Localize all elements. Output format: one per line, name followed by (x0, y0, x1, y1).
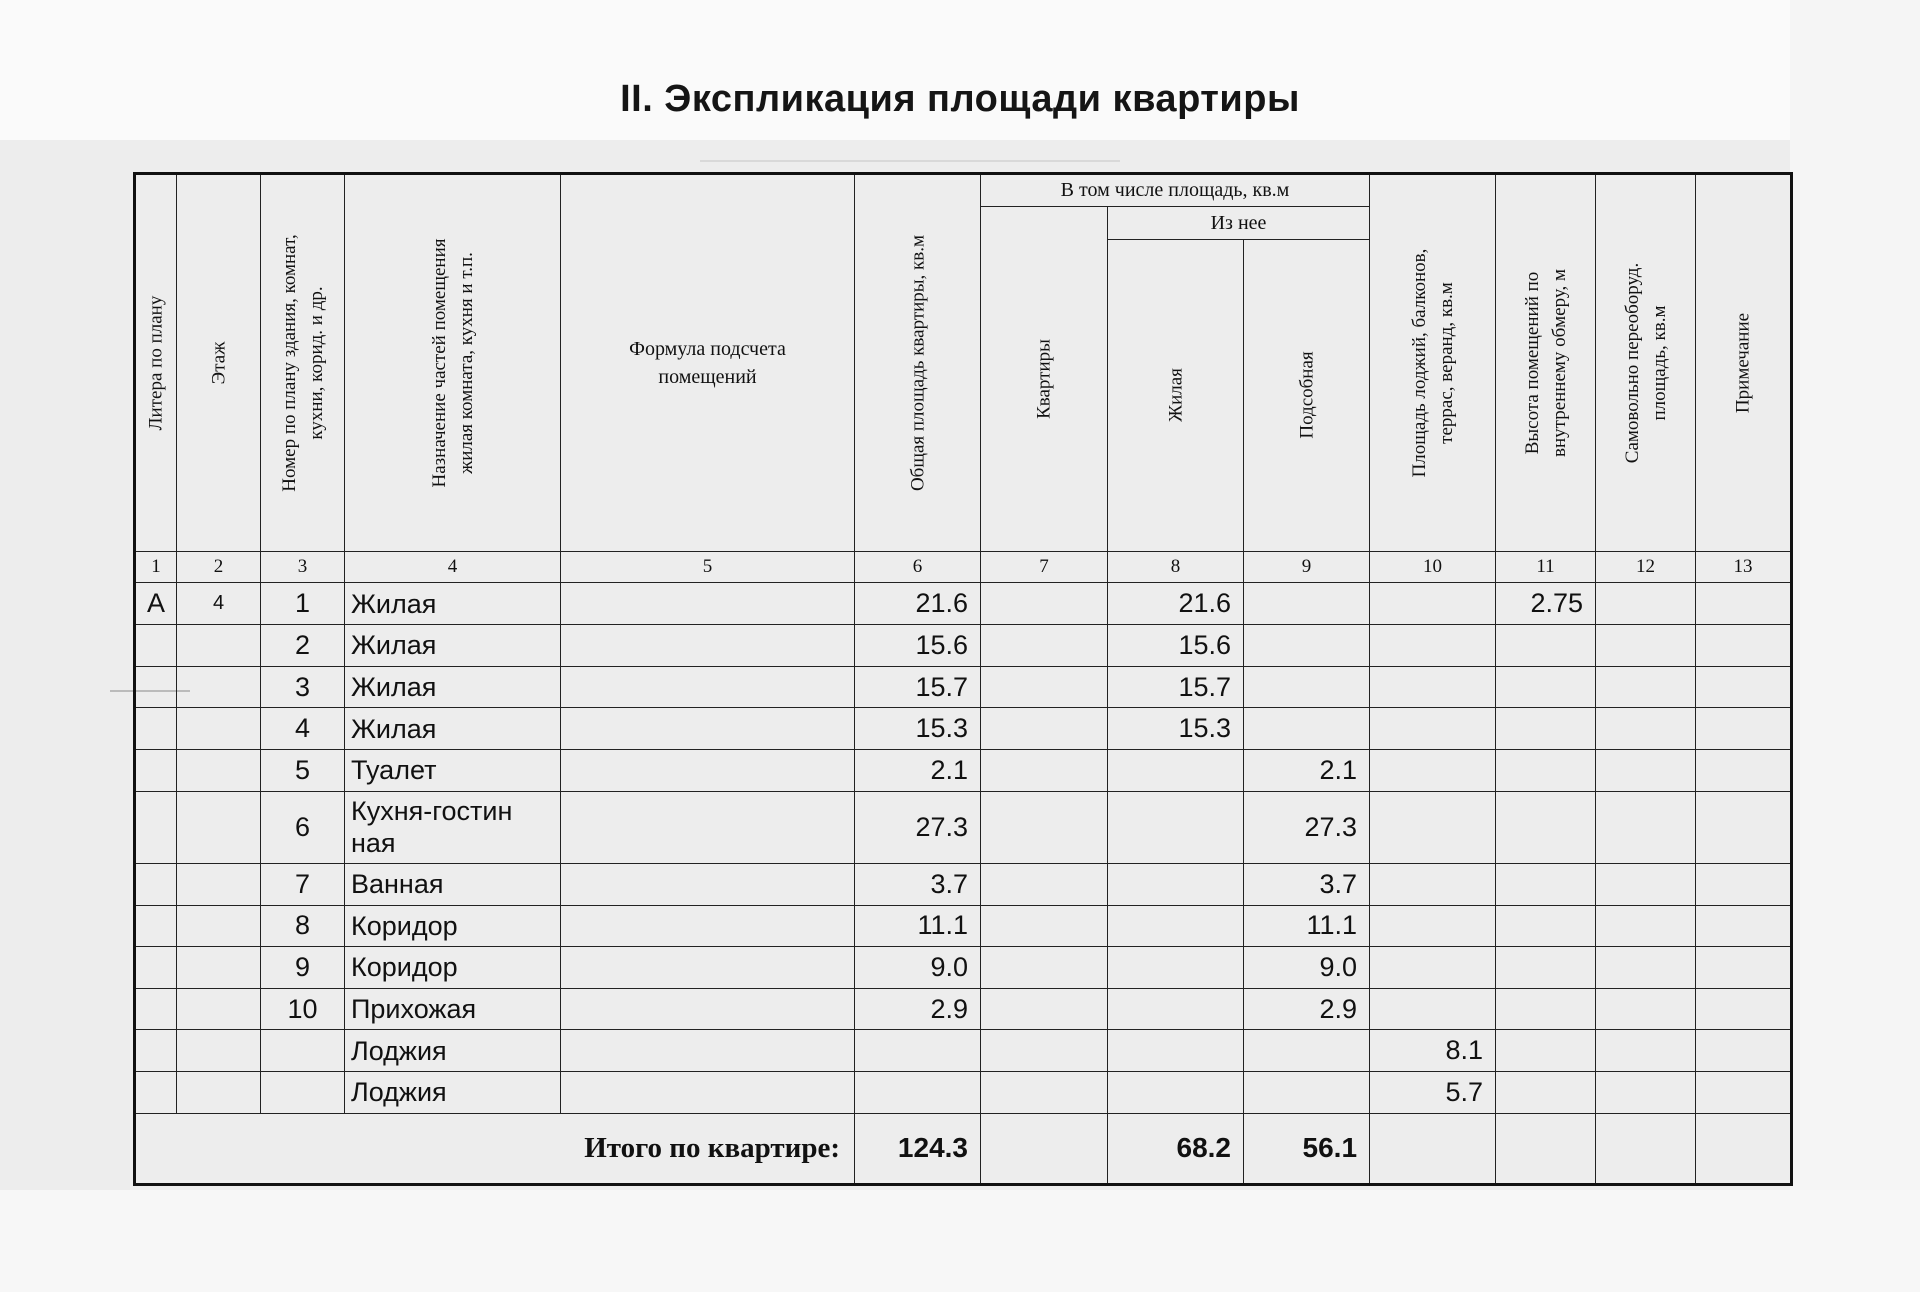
cell-purpose: Прихожая (345, 988, 561, 1030)
cell-purpose: Жилая (345, 625, 561, 667)
cell-apartment (981, 947, 1108, 989)
column-number: 11 (1496, 551, 1596, 582)
cell-total-area: 15.7 (855, 666, 981, 708)
cell-apartment (981, 666, 1108, 708)
cell-height (1496, 791, 1596, 863)
header-total-area: Общая площадь квартиры, кв.м (855, 174, 981, 552)
cell-litera (135, 625, 177, 667)
table-row (135, 750, 1792, 792)
cell-room-number: 5 (261, 750, 345, 792)
cell-purpose: Коридор (345, 905, 561, 947)
cell-total-area (855, 1072, 981, 1114)
cell-total-area: 9.0 (855, 947, 981, 989)
cell-note (1696, 863, 1792, 905)
cell-height (1496, 750, 1596, 792)
column-number: 9 (1244, 551, 1370, 582)
cell-height (1496, 863, 1596, 905)
cell-floor (177, 863, 261, 905)
cell-note (1696, 625, 1792, 667)
cell-room-number: 3 (261, 666, 345, 708)
cell-auxiliary: 9.0 (1244, 947, 1370, 989)
totals-loggia (1370, 1113, 1496, 1184)
cell-auxiliary (1244, 708, 1370, 750)
scan-bleed-line (700, 160, 1120, 162)
cell-height (1496, 625, 1596, 667)
cell-apartment (981, 1072, 1108, 1114)
cell-litera (135, 1030, 177, 1072)
cell-height: 2.75 (1496, 583, 1596, 625)
cell-auxiliary: 27.3 (1244, 791, 1370, 863)
cell-unauthorized (1596, 1072, 1696, 1114)
cell-loggia (1370, 625, 1496, 667)
cell-height (1496, 947, 1596, 989)
table-row (135, 791, 1792, 863)
cell-litera (135, 863, 177, 905)
cell-floor (177, 791, 261, 863)
cell-formula (561, 708, 855, 750)
cell-unauthorized (1596, 905, 1696, 947)
cell-auxiliary (1244, 666, 1370, 708)
header-height: Высота помещений по внутреннему обмеру, м (1496, 174, 1596, 552)
table-row (135, 863, 1792, 905)
cell-purpose: Лоджия (345, 1030, 561, 1072)
cell-auxiliary (1244, 1030, 1370, 1072)
cell-unauthorized (1596, 1030, 1696, 1072)
cell-living (1108, 905, 1244, 947)
table-row (135, 583, 1792, 625)
cell-formula (561, 750, 855, 792)
cell-litera (135, 666, 177, 708)
cell-note (1696, 583, 1792, 625)
cell-purpose: Ванная (345, 863, 561, 905)
cell-floor (177, 905, 261, 947)
cell-loggia (1370, 750, 1496, 792)
cell-floor (177, 750, 261, 792)
column-number: 4 (345, 551, 561, 582)
cell-room-number: 10 (261, 988, 345, 1030)
cell-litera (135, 947, 177, 989)
table-row (135, 1030, 1792, 1072)
cell-total-area: 11.1 (855, 905, 981, 947)
cell-loggia: 5.7 (1370, 1072, 1496, 1114)
cell-loggia (1370, 905, 1496, 947)
header-room-number: Номер по плану здания, комнат, кухни, корид. и др. (261, 174, 345, 552)
header-purpose: Назначение частей помещения жилая комната, кухня и т.п. (345, 174, 561, 552)
cell-auxiliary: 3.7 (1244, 863, 1370, 905)
cell-unauthorized (1596, 625, 1696, 667)
cell-room-number: 4 (261, 708, 345, 750)
cell-apartment (981, 625, 1108, 667)
cell-loggia (1370, 708, 1496, 750)
table-row (135, 988, 1792, 1030)
cell-floor (177, 666, 261, 708)
header-litera: Литера по плану (135, 174, 177, 552)
cell-loggia (1370, 791, 1496, 863)
cell-unauthorized (1596, 583, 1696, 625)
cell-purpose: Жилая (345, 666, 561, 708)
cell-room-number: 9 (261, 947, 345, 989)
column-number: 5 (561, 551, 855, 582)
cell-total-area (855, 1030, 981, 1072)
cell-unauthorized (1596, 791, 1696, 863)
column-number: 1 (135, 551, 177, 582)
column-number: 12 (1596, 551, 1696, 582)
cell-auxiliary (1244, 1072, 1370, 1114)
totals-label: Итого по квартире: (135, 1113, 855, 1184)
table-row (135, 905, 1792, 947)
totals-row (135, 1113, 1792, 1184)
column-number: 6 (855, 551, 981, 582)
cell-note (1696, 666, 1792, 708)
column-number: 13 (1696, 551, 1792, 582)
cell-note (1696, 708, 1792, 750)
cell-unauthorized (1596, 947, 1696, 989)
column-number: 7 (981, 551, 1108, 582)
cell-living (1108, 791, 1244, 863)
cell-living (1108, 750, 1244, 792)
cell-living (1108, 988, 1244, 1030)
cell-litera (135, 750, 177, 792)
cell-apartment (981, 988, 1108, 1030)
totals-height (1496, 1113, 1596, 1184)
header-formula: Формула подсчета помещений (561, 174, 855, 552)
header-loggia-area: Площадь лоджий, балконов, террас, веранд, кв.м (1370, 174, 1496, 552)
column-number: 2 (177, 551, 261, 582)
column-number: 8 (1108, 551, 1244, 582)
cell-living (1108, 1072, 1244, 1114)
cell-litera (135, 988, 177, 1030)
cell-formula (561, 625, 855, 667)
table-row (135, 708, 1792, 750)
cell-auxiliary: 2.9 (1244, 988, 1370, 1030)
cell-floor (177, 988, 261, 1030)
cell-litera (135, 791, 177, 863)
cell-unauthorized (1596, 708, 1696, 750)
cell-height (1496, 1072, 1596, 1114)
cell-living: 15.6 (1108, 625, 1244, 667)
header-floor: Этаж (177, 174, 261, 552)
cell-loggia (1370, 863, 1496, 905)
cell-room-number: 1 (261, 583, 345, 625)
cell-unauthorized (1596, 988, 1696, 1030)
cell-note (1696, 791, 1792, 863)
scan-whiteout-bottom (0, 1190, 1920, 1292)
column-number: 3 (261, 551, 345, 582)
header-subgroup-of-it: Из нее (1108, 206, 1370, 240)
cell-unauthorized (1596, 666, 1696, 708)
cell-formula (561, 988, 855, 1030)
cell-apartment (981, 750, 1108, 792)
cell-formula (561, 1072, 855, 1114)
cell-loggia: 8.1 (1370, 1030, 1496, 1072)
cell-living (1108, 947, 1244, 989)
cell-total-area: 15.3 (855, 708, 981, 750)
table-row (135, 625, 1792, 667)
cell-height (1496, 666, 1596, 708)
cell-floor (177, 1072, 261, 1114)
cell-total-area: 2.9 (855, 988, 981, 1030)
cell-note (1696, 750, 1792, 792)
table-row (135, 947, 1792, 989)
explication-table (133, 172, 1793, 1186)
cell-room-number (261, 1030, 345, 1072)
column-number-row (135, 551, 1792, 582)
cell-formula (561, 666, 855, 708)
cell-room-number (261, 1072, 345, 1114)
cell-total-area: 2.1 (855, 750, 981, 792)
totals-total-area: 124.3 (855, 1113, 981, 1184)
cell-purpose: Туалет (345, 750, 561, 792)
cell-floor (177, 625, 261, 667)
cell-living: 15.3 (1108, 708, 1244, 750)
cell-floor: 4 (177, 583, 261, 625)
cell-loggia (1370, 988, 1496, 1030)
cell-height (1496, 905, 1596, 947)
cell-auxiliary: 2.1 (1244, 750, 1370, 792)
cell-loggia (1370, 666, 1496, 708)
table-row (135, 1072, 1792, 1114)
cell-formula (561, 1030, 855, 1072)
totals-apartment (981, 1113, 1108, 1184)
header-living: Жилая (1108, 240, 1244, 552)
cell-living: 15.7 (1108, 666, 1244, 708)
page-title: II. Экспликация площади квартиры (620, 78, 1300, 120)
cell-total-area: 15.6 (855, 625, 981, 667)
header-group-including: В том числе площадь, кв.м (981, 174, 1370, 207)
cell-apartment (981, 863, 1108, 905)
cell-unauthorized (1596, 750, 1696, 792)
cell-purpose: Лоджия (345, 1072, 561, 1114)
totals-living: 68.2 (1108, 1113, 1244, 1184)
cell-note (1696, 1072, 1792, 1114)
cell-purpose: Жилая (345, 583, 561, 625)
cell-note (1696, 988, 1792, 1030)
cell-floor (177, 947, 261, 989)
cell-unauthorized (1596, 863, 1696, 905)
cell-litera: А (135, 583, 177, 625)
cell-litera (135, 1072, 177, 1114)
cell-purpose: Коридор (345, 947, 561, 989)
header-auxiliary: Подсобная (1244, 240, 1370, 552)
cell-auxiliary (1244, 625, 1370, 667)
cell-living (1108, 863, 1244, 905)
cell-apartment (981, 905, 1108, 947)
cell-formula (561, 791, 855, 863)
cell-height (1496, 708, 1596, 750)
totals-auxiliary: 56.1 (1244, 1113, 1370, 1184)
cell-apartment (981, 1030, 1108, 1072)
cell-note (1696, 947, 1792, 989)
cell-room-number: 8 (261, 905, 345, 947)
cell-room-number: 6 (261, 791, 345, 863)
cell-note (1696, 1030, 1792, 1072)
cell-loggia (1370, 583, 1496, 625)
cell-room-number: 2 (261, 625, 345, 667)
cell-living: 21.6 (1108, 583, 1244, 625)
cell-purpose: Жилая (345, 708, 561, 750)
header-unauthorized: Самовольно переоборуд. площадь, кв.м (1596, 174, 1696, 552)
cell-total-area: 27.3 (855, 791, 981, 863)
header-apartment: Квартиры (981, 206, 1108, 551)
cell-room-number: 7 (261, 863, 345, 905)
cell-litera (135, 905, 177, 947)
cell-formula (561, 863, 855, 905)
cell-floor (177, 708, 261, 750)
cell-litera (135, 708, 177, 750)
cell-living (1108, 1030, 1244, 1072)
scan-whiteout-right (1790, 0, 1920, 1292)
cell-total-area: 21.6 (855, 583, 981, 625)
cell-formula (561, 583, 855, 625)
cell-floor (177, 1030, 261, 1072)
totals-unauthorized (1596, 1113, 1696, 1184)
cell-auxiliary: 11.1 (1244, 905, 1370, 947)
table-row (135, 666, 1792, 708)
cell-total-area: 3.7 (855, 863, 981, 905)
cell-apartment (981, 583, 1108, 625)
cell-apartment (981, 791, 1108, 863)
cell-height (1496, 988, 1596, 1030)
cell-note (1696, 905, 1792, 947)
cell-formula (561, 947, 855, 989)
cell-height (1496, 1030, 1596, 1072)
column-number: 10 (1370, 551, 1496, 582)
header-note: Примечание (1696, 174, 1792, 552)
cell-formula (561, 905, 855, 947)
cell-apartment (981, 708, 1108, 750)
cell-loggia (1370, 947, 1496, 989)
cell-purpose: Кухня-гостин ная (345, 791, 561, 863)
totals-note (1696, 1113, 1792, 1184)
cell-auxiliary (1244, 583, 1370, 625)
